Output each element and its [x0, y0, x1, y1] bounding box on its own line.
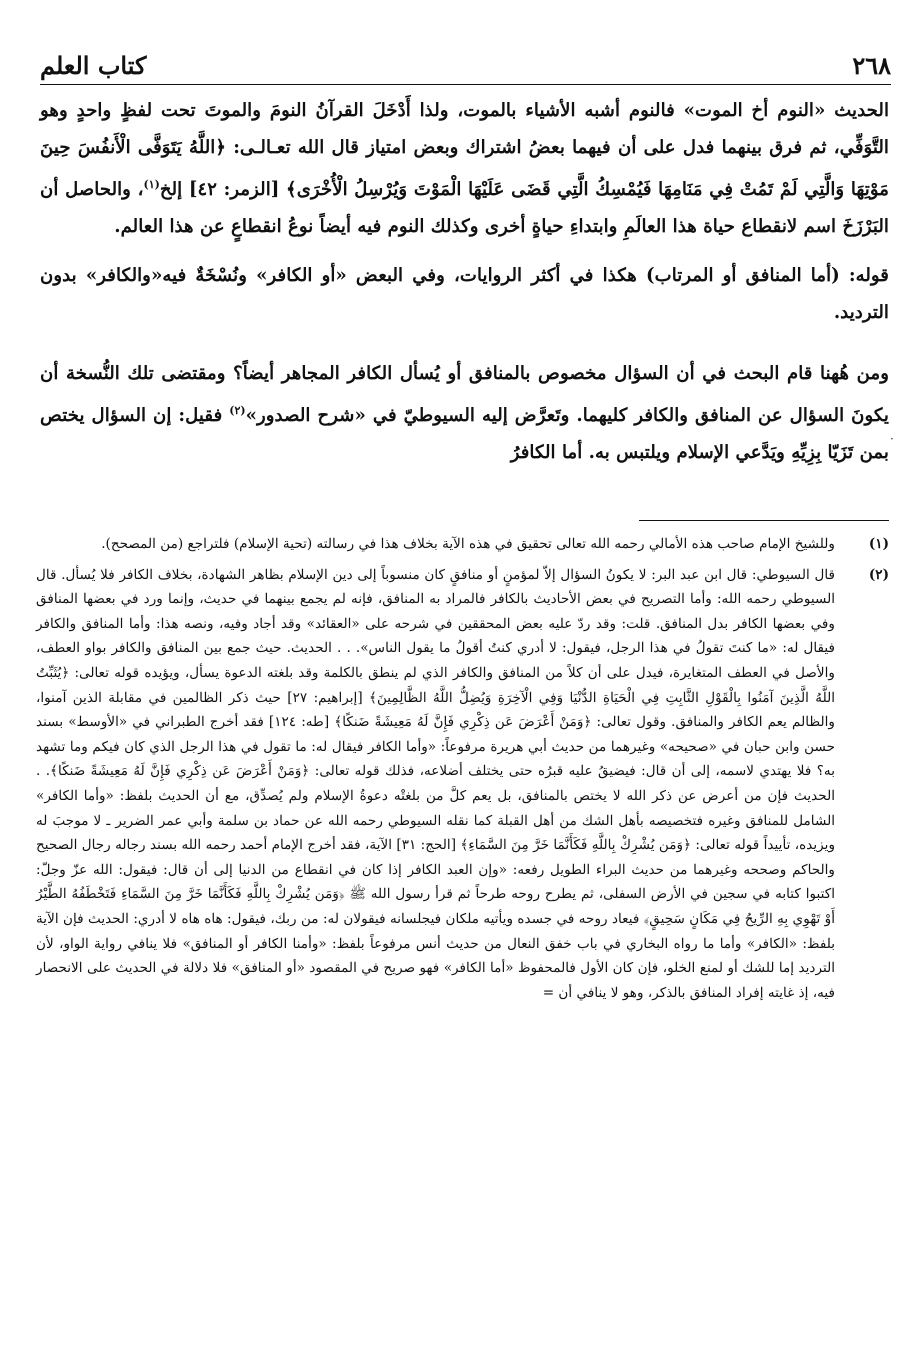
footnote-ref-2: (٢) [229, 404, 246, 418]
main-text [40, 92, 889, 483]
footnote-divider [639, 520, 889, 521]
footnote-1-text: وللشيخ الإمام صاحب هذه الأمالي رحمه الله تعالى تحقيق في هذه الآية بخلاف هذا في رسالته (تحية الإسلام) فلتراجع (من المصحح). [101, 536, 835, 552]
footnote-2-mark: (٢) [868, 566, 889, 583]
page-number: ٢٦٨ [852, 51, 891, 80]
page-header [40, 42, 891, 85]
paragraph-1-tail: ، والحاصل أن البَرْزَخَ اسم لانقطاع حياة هذا العالَمِ وابتداءِ حياةٍ أخرى وكذلك النوم فيه أيضاً نوعُ انقطاعٍ عن هذا العالم. [40, 179, 889, 238]
book-title: كتاب العلم [40, 51, 147, 80]
paragraph-3-body: ومن هُهنا قام البحث في أن السؤال مخصوص بالمنافق أو يُسأل الكافر المجاهر أيضاً؟ ومقتضى تلك النُّسخة أن يكونَ السؤال عن المنافق والكافر كليهما. وتَعرَّض إليه السيوطيّ في «شرح الصدور» [40, 363, 889, 427]
paragraph-1 [40, 92, 889, 245]
paragraph-1-body: الحديث «النوم أخ الموت» فالنوم أشبه الأشياء بالموت، ولذا أَدْخَلَ القرآنُ النومَ والموتَ تحت لفظٍ واحدٍ وهو التَّوَفِّي، ثم فرق بينهما فدل على أن فيهما بعضُ اشتراك وبعض امتياز قال الله تعـالـى: ﴿اللَّهُ يَتَوَفَّى الْأَنفُسَ حِينَ مَوْتِهَا وَالَّتِي لَمْ تَمُتْ فِي مَنَامِهَا فَيُمْسِكُ الَّتِي قَضَى عَلَيْهَا الْمَوْتَ وَيُرْسِلُ الْأُخْرَى﴾ [الزمر: ٤٢] إلخ [40, 100, 889, 201]
footnotes [36, 532, 889, 1011]
footnote-2 [36, 563, 889, 1006]
paragraph-2: قوله: (أما المنافق أو المرتاب) هكذا في أكثر الروايات، وفي البعض «أو الكافر» ونُسْخَةٌ فيه«والكافر» بدون الترديد. [40, 265, 889, 324]
footnote-1-mark: (١) [868, 536, 889, 552]
footnote-2-text: قال السيوطي: قال ابن عبد البر: لا يكونُ السؤال إلاّ لمؤمنٍ أو منافقٍ كان منسوباً إلى دين الإسلام بظاهر الشهادة، بخلاف الكافر فلا يُسأل. قال السيوطي رحمه الله: وأما التصريح في بعض الأحاديث بالكافر فالمراد به المنافق، فإنه لم يجمع بينهما في حديث، وإنما ورد في بعضها المنافق وفي بعضها الكافر بدل المنافق. قلت: وقد ردّ عليه بعض المحققين في شرحه على «العقائد» وقد أجاد وفيه، ونصه هذا: وأما المنافق والكافر فيقال له: «ما كنتَ تقولُ في هذا الرجل، فيقول: لا أدري كنتُ أقولُ ما يقول الناس». . . الحديث. حيث جمع بين المنافق والكافر بواو العطف، والأصل في العطف المتغايرة، فيدل على أن كلاً من المنافق والكافر الذي لم ينطق بالكلمة وقد بلغته الدعوة يسأل، ويؤيده قوله تعالى: ﴿يُثَبِّتُ اللَّهُ الَّذِينَ آمَنُوا بِالْقَوْلِ الثَّابِتِ فِي الْحَيَاةِ الدُّنْيَا وَفِي الْآخِرَةِ وَيُضِلُّ اللَّهُ الظَّالِمِينَ﴾ [إبراهيم: ٢٧] حيث ذكر الظالمين في مقابلة الذين آمنوا، والظالم يعم الكافر والمنافق. وقول تعالى: ﴿وَمَنْ أَعْرَضَ عَن ذِكْرِي فَإِنَّ لَهُ مَعِيشَةً ضَنكًا﴾ [طه: ١٢٤] فقد أخرج الطبراني في «الأوسط» بسند حسن وابن حبان في «صحيحه» وغيرهما من حديث أبي هريرة مرفوعاً: «وأما الكافر فيقال له: ما تقول في هذا الرجل الذي كان فيكم وما تشهد به؟ فلا يهتدي لاسمه، إلى أن قال: فيضيقُ عليه قبرُه حتى يختلف أضلاعه، فذلك قوله تعالى: ﴿وَمَنْ أَعْرَضَ عَن ذِكْرِي فَإِنَّ لَهُ مَعِيشَةً ضَنكًا﴾. . الحديث فإن من أعرض عن ذكر الله لا يختص بالمنافق، بل يعم كلَّ من بلغتْه دعوةُ الإسلام ولم يُصدِّق، مع أن الحديث بلفظ: «وأما الكافر» الشامل للمنافق وغيره فتخصيصه بأهل الشك من أهل القبلة كما نقله السيوطي رحمه الله عن حماد بن سلمة وأبي عمر الضرير ـ لا موجبَ له ويزيده، تأييداً قوله تعالى: ﴿وَمَن يُشْرِكْ بِاللَّهِ فَكَأَنَّمَا خَرَّ مِنَ السَّمَاءِ﴾ [الحج: ٣١] الآية، فقد أخرج الإمام أحمد رحمه الله بسند رجاله رجال الصحيح والحاكم وصححه وغيرهما من حديث البراء الطويل رفعه: «وإن العبد الكافر إذا كان في انقطاع من الدنيا إلى أن قال: فيقول: الله عزّ وجلّ: اكتبوا كتابه في سجين في الأرض السفلى، ثم يطرح روحه طرحاً ثم قرأ رسول الله ﷺ ﴿وَمَن يُشْرِكْ بِاللَّهِ فَكَأَنَّمَا خَرَّ مِنَ السَّمَاءِ فَتَخْطَفُهُ الطَّيْرُ أَوْ تَهْوِي بِهِ الرِّيحُ فِي مَكَانٍ سَحِيقٍ﴾ فيعاد روحه في جسده ويأتيه ملكان فيجلسانه فيقولان له: من ربك، فيقول: هاه هاه لا أدري: الحديث فإن الآية بلفظ: «الكافر» وأما ما رواه البخاري في باب خفق النعال من حديث أنس مرفوعاً بلفظ: «وأمنا الكافر أو المنافق» فلا ينافي رواية الواو، لأن الترديد إما للشك أو لمنع الخلو، فإن كان الأول فالمحفوظ «أما الكافر» فهو صريح في المقصود «أو المنافق» فلا دلالة في الحديث على الانحصار فيه، إذ غايته إفراد المنافق بالذكر، وهو لا ينافي أن = [36, 566, 836, 1001]
paragraph-3 [40, 355, 889, 471]
footnote-1 [36, 532, 889, 557]
footnote-ref-1: (١) [143, 178, 160, 191]
margin-mark: · [890, 432, 894, 446]
paragraph-3-tail: فقيل: إن السؤال يختص بمن تَزَيّا بِزِيِّهِ ويَدَّعي الإسلام ويلتبس به. أما الكافرُ [40, 405, 889, 464]
